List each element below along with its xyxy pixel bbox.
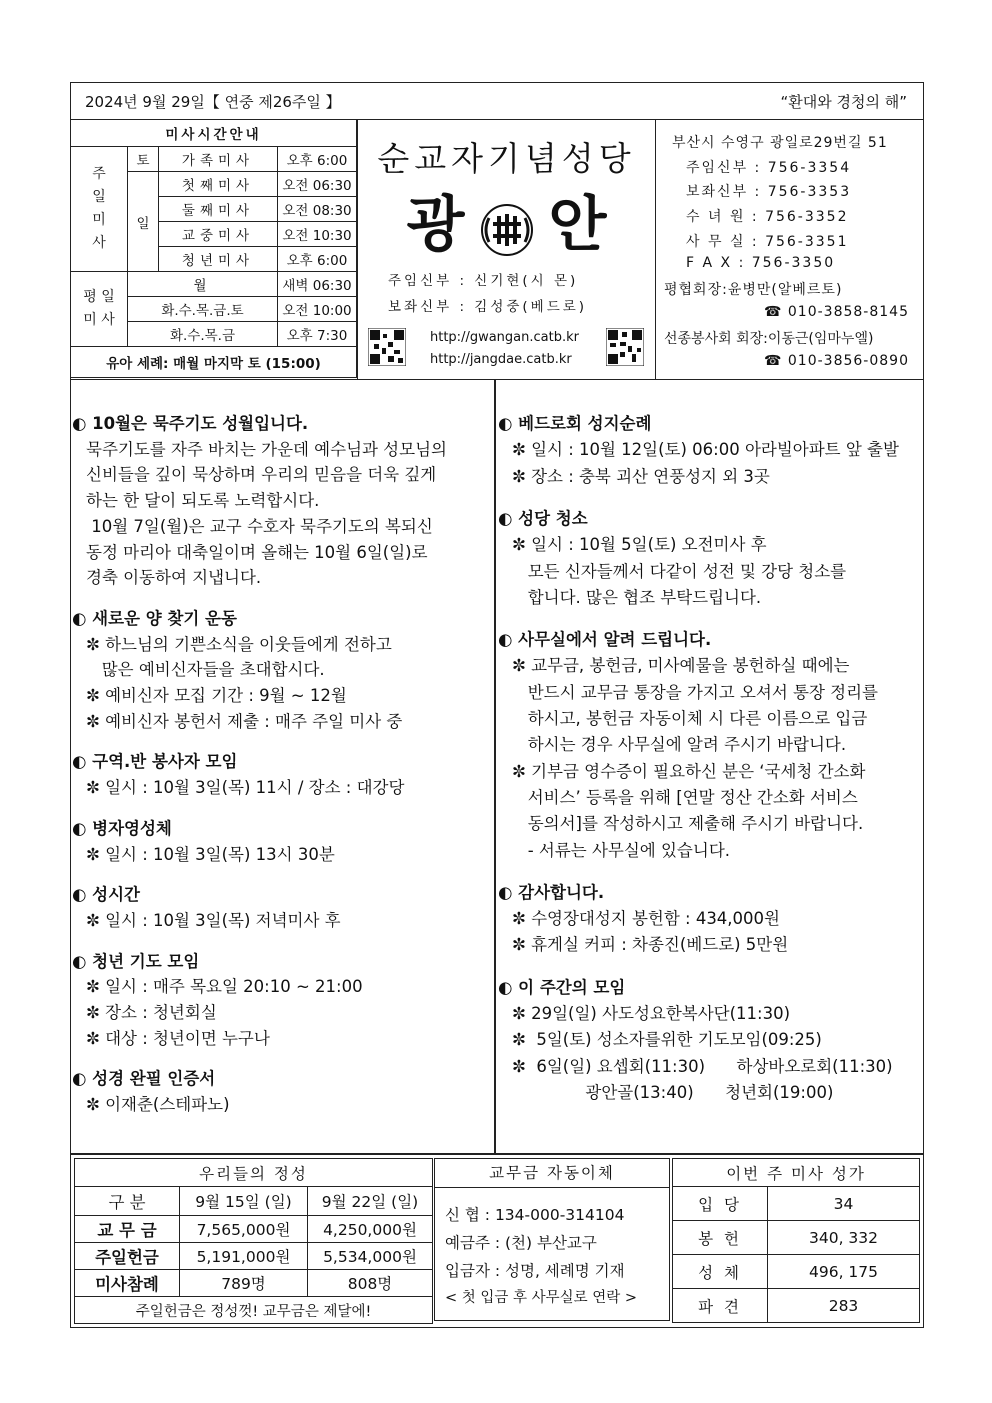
section-text: 10월 7일(월)은 교구 수호자 묵주기도의 복되신 [86, 516, 433, 536]
offering-label: 미사참례 [75, 1270, 180, 1297]
pastor: 주임신부 : 신기현(시 몬) [388, 273, 579, 289]
mass-name: 가족미사 [159, 147, 278, 172]
section-text: ✼ 6일(일) 요셉회(11:30) 하상바오로회(11:30) [512, 1056, 893, 1076]
parish-title-block [358, 119, 656, 380]
weekday-mass-name: 화.수.목.금 [128, 322, 278, 347]
section-text: ✼ 장소 : 충북 괴산 연풍성지 외 3곳 [512, 466, 770, 486]
section-text: 경축 이동하여 지냅니다. [86, 568, 262, 588]
section-text: ✼ 기부금 영수증이 필요하신 분은 ‘국세청 간소화 [512, 761, 866, 781]
contact-row: 평협회장:윤병만(알베르토) [664, 282, 843, 298]
mass-name: 둘째미사 [159, 197, 278, 222]
section-text: 서비스’ 등록을 위해 [연말 정산 간소화 서비스 [512, 787, 858, 807]
mass-day: 일 [128, 172, 159, 272]
offering-head: 9월 22일 (일) [308, 1187, 433, 1216]
offering-value: 5,534,000원 [308, 1243, 433, 1270]
contact-row: 사 무 실 : 756-3351 [686, 234, 849, 250]
section-text: - 서류는 사무실에 있습니다. [512, 840, 730, 860]
section-text: ✼ 하느님의 기쁜소식을 이웃들에게 전하고 [86, 634, 392, 654]
offering-footer: 주일헌금은 정성껏! 교무금은 제달에! [75, 1297, 433, 1324]
section-text: ✼ 일시 : 10월 3일(목) 13시 30분 [86, 844, 335, 864]
section-text: ✼ 수영장대성지 봉헌함 : 434,000원 [512, 909, 780, 929]
section-text: 동의서]를 작성하시고 제출해 주시기 바랍니다. [512, 814, 864, 834]
section-text: 반드시 교무금 통장을 가지고 오셔서 통장 정리를 [512, 682, 878, 702]
column-divider [494, 379, 496, 1154]
section-text: ✼ 5일(토) 성소자를위한 기도모임(09:25) [512, 1030, 822, 1050]
section-text: 하시는 경우 사무실에 알려 주시기 바랍니다. [512, 735, 847, 755]
section-text: ✼ 29일(일) 사도성요한복사단(11:30) [512, 1004, 790, 1023]
section-text: 많은 예비신자들을 초대합시다. [86, 660, 325, 680]
section-text: 광안골(13:40) 청년회(19:00) [512, 1082, 834, 1102]
section-text: 동정 마리아 대축일이며 올해는 10월 6일(일)로 [86, 542, 428, 562]
offering-value: 808명 [308, 1270, 433, 1297]
section-heading: ◐ 이 주간의 모임 [498, 977, 626, 997]
offering-label: 교 무 금 [75, 1216, 180, 1243]
header-bar [70, 82, 924, 120]
section-text: ✼ 교무금, 봉헌금, 미사예물을 봉헌하실 때에는 [512, 656, 850, 676]
website-link-1[interactable]: http://gwangan.catb.kr [430, 330, 579, 345]
hymn-numbers: 340, 332 [768, 1221, 920, 1255]
offering-head: 구 분 [75, 1187, 180, 1216]
contact-row: F A X : 756-3350 [686, 255, 836, 271]
section-text: ✼ 이재춘(스테파노) [86, 1095, 230, 1115]
parish-name-first: 광 [406, 190, 465, 260]
transfer-line: 신 협 : 134-000-314104 [445, 1206, 625, 1224]
mass-day: 토 [128, 147, 159, 172]
hymn-label: 입 당 [673, 1187, 768, 1221]
hymn-label: 성 체 [673, 1255, 768, 1289]
section-text: 하는 한 달이 되도록 노력합시다. [86, 491, 320, 511]
mass-schedule [70, 119, 358, 380]
hymn-numbers: 283 [768, 1289, 920, 1323]
parish-name-second: 안 [548, 190, 607, 260]
hymn-numbers: 34 [768, 1187, 920, 1221]
contact-row: 수 녀 원 : 756-3352 [686, 209, 849, 225]
section-text: ✼ 휴게실 커피 : 차종진(베드로) 5만원 [512, 935, 789, 955]
qr-code-icon[interactable] [606, 328, 644, 366]
section-heading: ◐ 성시간 [72, 885, 140, 905]
offering-value: 5,191,000원 [180, 1243, 308, 1270]
contact-row: 주임신부 : 756-3354 [686, 160, 852, 176]
mass-caption: 미사시간안내 [71, 120, 357, 147]
section-text: ✼ 예비신자 모집 기간 : 9월 ~ 12월 [86, 686, 347, 705]
contact-row: ☎ 010-3856-0890 [764, 353, 909, 369]
offering-value: 4,250,000원 [308, 1216, 433, 1243]
section-text: ✼ 일시 : 10월 12일(토) 06:00 아라빌아파트 앞 출발 [512, 440, 899, 460]
parish-subtitle: 순교자기념성당 [377, 139, 636, 178]
section-text: ✼ 장소 : 청년회실 [86, 1003, 217, 1022]
weekday-mass-name: 월 [128, 272, 278, 297]
hymn-numbers: 496, 175 [768, 1255, 920, 1289]
section-heading: ◐ 감사합니다. [498, 882, 605, 902]
section-text: ✼ 일시 : 10월 3일(목) 11시 / 장소 : 대강당 [86, 778, 405, 798]
section-text: ✼ 예비신자 봉헌서 제출 : 매주 주일 미사 중 [86, 711, 403, 731]
auto-transfer-title: 교무금 자동이체 [435, 1159, 669, 1188]
mass-name: 첫째미사 [159, 172, 278, 197]
transfer-line: 입금자 : 성명, 세례명 기재 [445, 1262, 625, 1280]
parish-emblem-icon [479, 202, 535, 258]
weekday-mass-label: 평 일 미 사 [71, 272, 128, 347]
section-heading: ◐ 성경 완필 인증서 [72, 1069, 216, 1089]
mass-time: 오후 6:00 [278, 147, 357, 172]
hymn-label: 봉 헌 [673, 1221, 768, 1255]
weekday-mass-time: 오전 10:00 [278, 297, 357, 322]
offering-table [74, 1158, 433, 1324]
right-column [498, 410, 922, 1140]
section-text: 묵주기도를 자주 바치는 가운데 예수님과 성모님의 [86, 439, 447, 459]
section-text: ✼ 대상 : 청년이면 누구나 [86, 1028, 270, 1048]
qr-code-icon[interactable] [368, 328, 406, 366]
section-text: ✼ 일시 : 10월 3일(목) 저녁미사 후 [86, 910, 341, 930]
contact-row: 보좌신부 : 756-3353 [686, 184, 852, 200]
mass-time: 오전 06:30 [278, 172, 357, 197]
section-text: 하시고, 봉헌금 자동이체 시 다른 이름으로 입금 [512, 709, 868, 728]
mass-time: 오전 10:30 [278, 222, 357, 247]
section-heading: ◐ 병자영성체 [72, 818, 172, 838]
mass-time: 오전 08:30 [278, 197, 357, 222]
mass-name: 청년미사 [159, 247, 278, 272]
section-text: 모든 신자들께서 다같이 성전 및 강당 청소를 [512, 561, 847, 581]
assistant-pastor: 보좌신부 : 김성중(베드로) [388, 299, 588, 315]
transfer-line: < 첫 입금 후 사무실로 연락 > [445, 1290, 638, 1306]
section-heading: ◐ 청년 기도 모임 [72, 951, 200, 971]
transfer-line: 예금주 : (천) 부산교구 [445, 1234, 597, 1252]
contacts-block [656, 119, 924, 380]
section-heading: ◐ 새로운 양 찾기 운동 [72, 608, 237, 628]
offering-value: 789명 [180, 1270, 308, 1297]
section-heading: ◐ 베드로회 성지순례 [498, 414, 652, 433]
address: 부산시 수영구 광일로29번길 51 [672, 135, 888, 151]
hymns-table [672, 1158, 920, 1323]
offering-value: 7,565,000원 [180, 1216, 308, 1243]
hymns-title: 이번 주 미사 성가 [673, 1159, 920, 1187]
section-heading: ◐ 성당 청소 [498, 508, 588, 528]
mass-name: 교중미사 [159, 222, 278, 247]
offering-title: 우리들의 정성 [75, 1159, 433, 1187]
website-link-2[interactable]: http://jangdae.catb.kr [430, 352, 572, 367]
section-heading: ◐ 사무실에서 알려 드립니다. [498, 630, 712, 650]
section-text: 합니다. 많은 협조 부탁드립니다. [512, 587, 762, 607]
section-text: ✼ 일시 : 10월 5일(토) 오전미사 후 [512, 535, 767, 555]
weekday-mass-time: 새벽 06:30 [278, 272, 357, 297]
section-text: ✼ 일시 : 매주 목요일 20:10 ~ 21:00 [86, 977, 363, 997]
left-column [72, 410, 492, 1140]
baptism-note: 유아 세례: 매월 마지막 토 (15:00) [71, 347, 357, 378]
hymn-label: 파 견 [673, 1289, 768, 1323]
section-text: 신비들을 깊이 묵상하며 우리의 믿음을 더욱 깊게 [86, 465, 437, 485]
sunday-mass-label: 주 일 미 사 [71, 147, 128, 272]
section-heading: ◐ 10월은 묵주기도 성월입니다. [72, 414, 309, 433]
offering-label: 주일헌금 [75, 1243, 180, 1270]
weekday-mass-name: 화.수.목.금.토 [128, 297, 278, 322]
year-motto: “환대와 경청의 해” [780, 93, 907, 111]
section-heading: ◐ 구역.반 봉사자 모임 [72, 752, 238, 772]
auto-transfer-box [434, 1158, 670, 1321]
parish-name [358, 177, 655, 263]
mass-time: 오후 6:00 [278, 247, 357, 272]
contact-row: ☎ 010-3858-8145 [764, 304, 909, 320]
contact-row: 선종봉사회 회장:이동근(임마누엘) [664, 331, 874, 347]
weekday-mass-time: 오후 7:30 [278, 322, 357, 347]
offering-head: 9월 15일 (일) [180, 1187, 308, 1216]
bulletin-date: 2024년 9월 29일【 연중 제26주일 】 [85, 93, 341, 111]
